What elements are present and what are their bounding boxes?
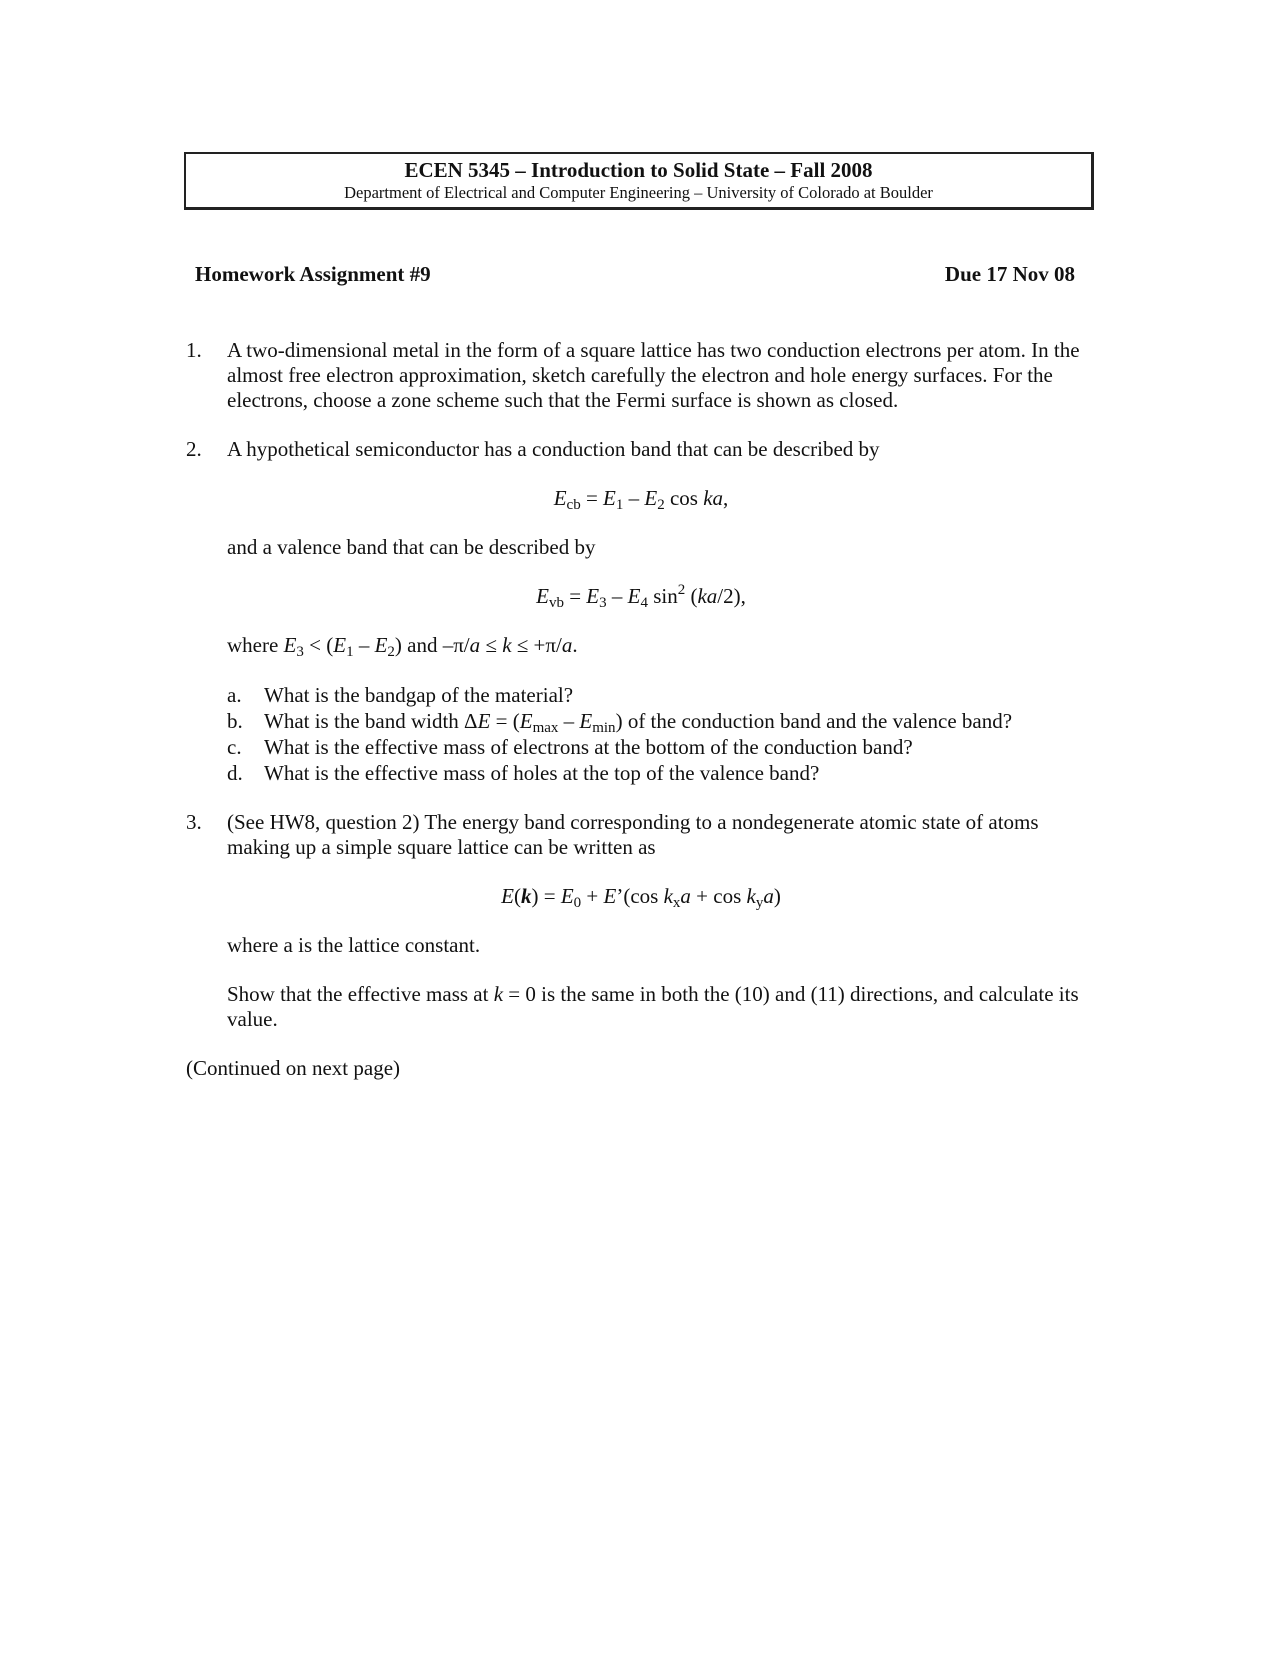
show-text-post: = 0 is the same in both the (10) and (11) directions, and calculate its value.: [227, 982, 1079, 1031]
k-symbol: k: [493, 982, 504, 1006]
band-width-expression: $\Delta E = (E_{max} - E_{min})$: [464, 709, 623, 736]
sub-question-text: What is the effective mass of electrons at the bottom of the conduction band?: [264, 735, 913, 759]
condition-line: where $E_3 < (E_1 - E_2)$ and –π/a ≤ k ≤ +π/a.: [227, 633, 578, 660]
conduction-band-equation: $E_{cb} = E_1 - E_2$ cos ka,: [553, 486, 729, 513]
sub-question-letter: c.: [227, 735, 242, 759]
show-statement: [227, 982, 1096, 1032]
question-3: [186, 810, 1096, 1032]
question-number: 2.: [186, 437, 202, 461]
sub-question-b: [227, 708, 1096, 734]
questions: [186, 338, 1096, 1081]
question-intro: (See HW8, question 2) The energy band corresponding to a nondegenerate atomic state of atoms making up a simple square lattice can be written as: [227, 810, 1039, 859]
sub-question-d: [227, 760, 1096, 786]
sub-question-a: [227, 682, 1096, 708]
question-text: A two-dimensional metal in the form of a square lattice has two conduction electrons per atom. In the almost free electron approximation, sketch carefully the electron and hole energy surfaces. For the electrons, choose a zone scheme such that the Fermi surface is shown as closed.: [227, 338, 1080, 412]
sub-question-letter: a.: [227, 683, 242, 707]
sub-question-text: What is the effective mass of holes at the top of the valence band?: [264, 761, 820, 785]
sub-question-text-pre: What is the band width: [264, 709, 465, 733]
assignment-title: Homework Assignment #9: [195, 262, 431, 286]
sub-question-text: What is the bandgap of the material?: [264, 683, 574, 707]
question-1: [186, 338, 1096, 413]
assignment-row: [195, 262, 1075, 287]
sub-question-c: [227, 734, 1096, 760]
energy-band-equation: $E(k) = E_0$ + E’(cos $k_xa + \cos k_ya$): [501, 884, 781, 911]
question-mid: and a valence band that can be described by: [227, 535, 596, 559]
due-date: Due 17 Nov 08: [944, 262, 1075, 286]
question-intro: A hypothetical semiconductor has a conduction band that can be described by: [227, 437, 880, 461]
department-line: Department of Electrical and Computer Engineering – University of Colorado at Boulder: [344, 183, 933, 202]
sub-question-letter: d.: [227, 761, 243, 785]
lattice-constant-note: where a is the lattice constant.: [227, 933, 481, 957]
continued-note: (Continued on next page): [186, 1056, 401, 1080]
show-text-pre: Show that the effective mass at: [227, 982, 494, 1006]
course-title: ECEN 5345 – Introduction to Solid State – Fall 2008: [404, 158, 873, 182]
question-2: [186, 437, 1096, 786]
sub-question-text-post: of the conduction band and the valence band?: [622, 709, 1013, 733]
sub-question-letter: b.: [227, 709, 243, 733]
question-number: 1.: [186, 338, 202, 362]
sub-question-list: [227, 682, 1096, 786]
question-number: 3.: [186, 810, 202, 834]
valence-band-equation: $E_{vb} = E_3 - E_4$ $\sin^2 (ka/2)$,: [536, 582, 746, 611]
course-header-box: [184, 152, 1094, 210]
